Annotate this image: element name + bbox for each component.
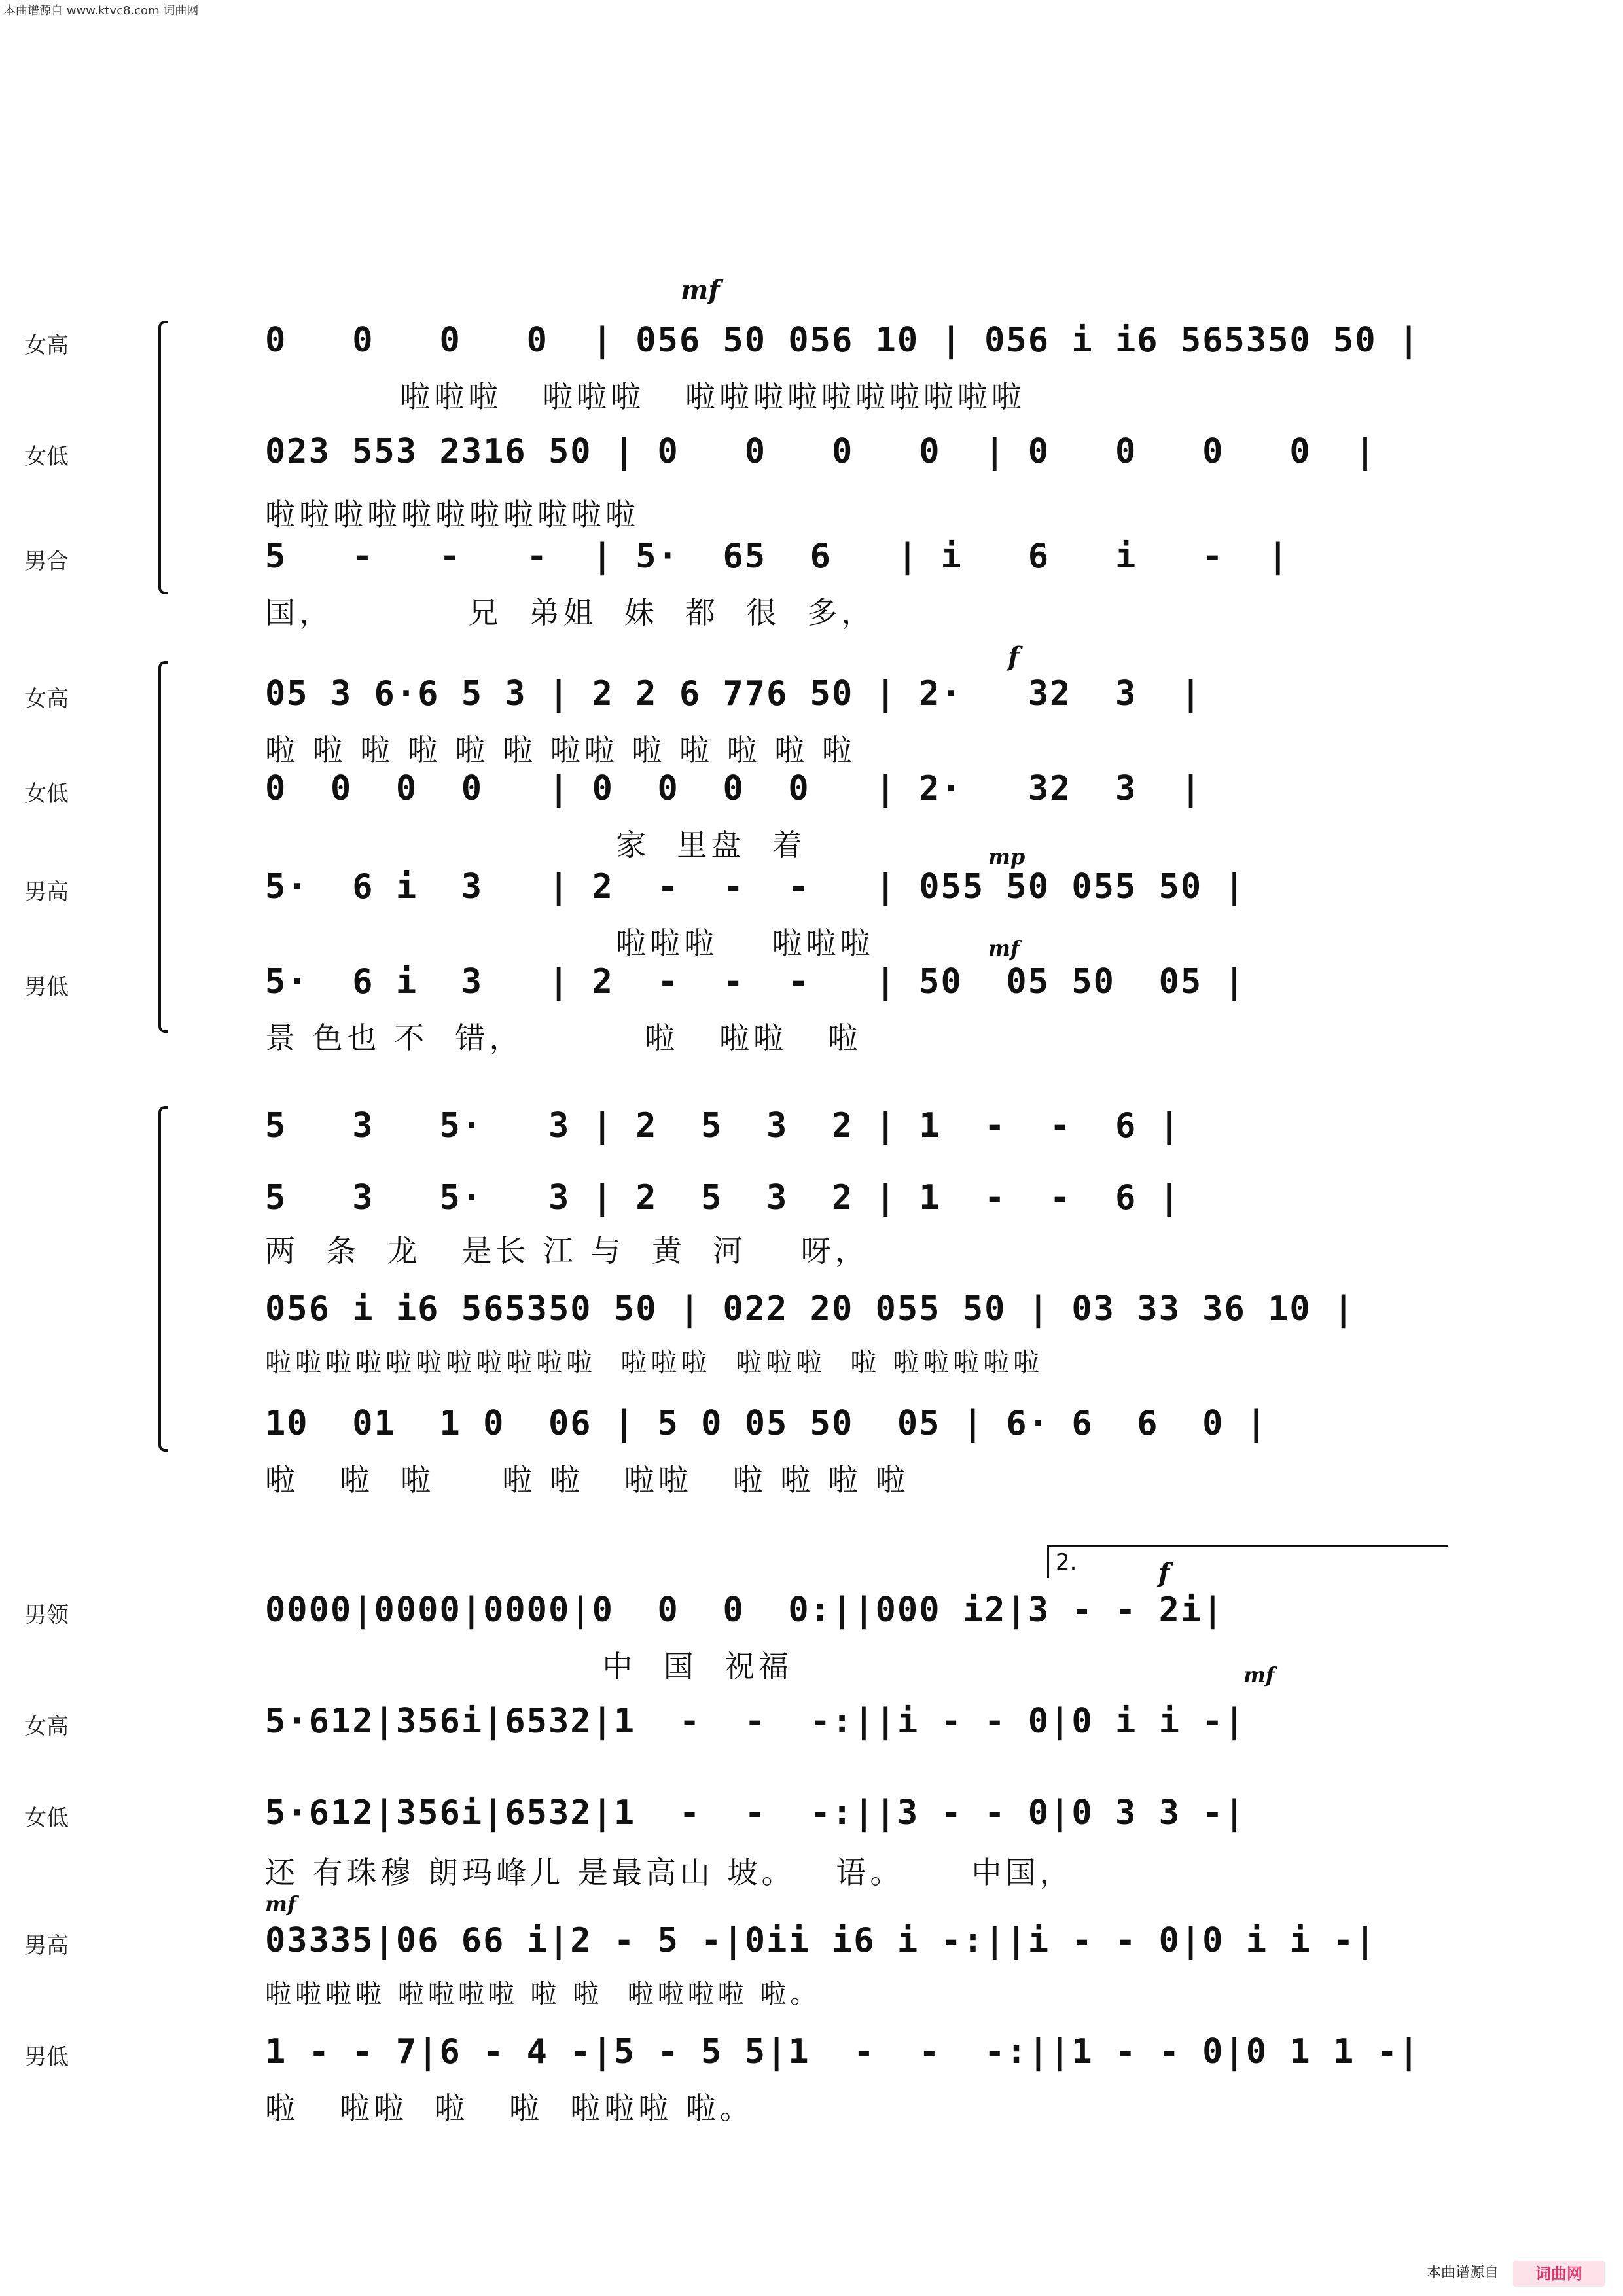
- lyric-line: 啦 啦啦 啦 啦 啦啦啦 啦。: [265, 2090, 754, 2126]
- lyric-line: 啦啦啦啦啦啦啦啦啦啦啦 啦啦啦 啦啦啦 啦 啦啦啦啦啦: [265, 1348, 1044, 1378]
- notation-line: 10 01 1 0 06 | 5 0 05 50 05 | 6· 6 6 0 |: [265, 1404, 1268, 1443]
- system-brace: [158, 661, 168, 1033]
- lyric-line: 啦啦啦啦 啦啦啦啦 啦 啦 啦啦啦啦 啦。: [265, 1979, 821, 2009]
- notation-line: 5· 6 i 3 | 2 - - - | 50 05 50 05 |: [265, 962, 1246, 1001]
- lyric-line: 还 有珠穆 朗玛峰儿 是最高山 坡。 语。 中国，: [265, 1855, 1074, 1890]
- lyric-line: 中 国 祝福: [265, 1649, 793, 1684]
- notation-line: 05 3 6·6 5 3 | 2 2 6 776 50 | 2· 32 3 |: [265, 674, 1203, 713]
- system-3: [170, 1106, 1453, 1498]
- voice-label: 男低: [24, 975, 69, 999]
- notation-line: 5 - - - | 5· 65 6 | i 6 i - |: [265, 537, 1290, 576]
- notation-line: 5·612|356i|6532|1 - - -:||i - - 0|0 i i -|: [265, 1702, 1246, 1741]
- notation-line: 5 3 5· 3 | 2 5 3 2 | 1 - - 6 |: [265, 1106, 1181, 1145]
- volta-bracket: 2.: [1047, 1545, 1448, 1578]
- dynamic-mark: mp: [988, 844, 1026, 869]
- lyric-line: 家 里盘 着: [265, 827, 806, 863]
- lyric-line: 啦啦啦啦啦啦啦啦啦啦啦: [265, 497, 639, 532]
- notation-line: 5· 6 i 3 | 2 - - - | 055 50 055 50 |: [265, 867, 1246, 906]
- lyric-line: 啦啦啦 啦啦啦: [265, 925, 874, 961]
- voice-label: 女低: [24, 781, 69, 806]
- site-logo[interactable]: 词曲网: [1513, 2261, 1605, 2287]
- notation-line: 5 3 5· 3 | 2 5 3 2 | 1 - - 6 |: [265, 1178, 1181, 1217]
- dynamic-mark: mf: [1243, 1662, 1275, 1687]
- lyric-line: 国， 兄 弟姐 妹 都 很 多，: [265, 595, 876, 630]
- lyric-line: 啦 啦 啦 啦 啦 啦啦 啦 啦 啦 啦: [265, 1462, 910, 1498]
- voice-label: 女高: [24, 1714, 69, 1739]
- dynamic-mark: f: [1008, 641, 1020, 672]
- dynamic-mark: mf: [988, 936, 1020, 961]
- dynamic-mark: mf: [681, 275, 720, 306]
- notation-line: 023 553 2316 50 | 0 0 0 0 | 0 0 0 0 |: [265, 432, 1377, 471]
- voice-label: 男合: [24, 549, 69, 574]
- voice-label: 男高: [24, 1933, 69, 1958]
- voice-label: 女高: [24, 687, 69, 711]
- system-brace: [158, 1106, 168, 1452]
- dynamic-mark: f: [1158, 1558, 1170, 1588]
- notation-line: 03335|06 66 i|2 - 5 -|0ii i6 i -:||i - - 0|0 i i -|: [265, 1921, 1377, 1960]
- lyric-line: 啦 啦 啦 啦 啦 啦 啦啦 啦 啦 啦 啦 啦: [265, 732, 856, 768]
- system-2: [24, 641, 1453, 1067]
- header-source: 本曲谱源自 www.ktvc8.com 词曲网: [4, 4, 199, 18]
- voice-label: 女低: [24, 444, 69, 469]
- notation-line: 0000|0000|0000|0 0 0 0:||000 i2|3 - - 2i|: [265, 1590, 1224, 1630]
- system-4: [24, 1545, 1453, 2134]
- voice-label: 男低: [24, 2045, 69, 2070]
- system-brace: [158, 321, 168, 594]
- system-1: [24, 275, 1453, 641]
- notation-line: 0 0 0 0 | 056 50 056 10 | 056 i i6 565350 50 |: [265, 321, 1421, 360]
- voice-label: 女低: [24, 1806, 69, 1831]
- lyric-line: 啦啦啦 啦啦啦 啦啦啦啦啦啦啦啦啦啦: [265, 379, 1026, 414]
- lyric-line: 两 条 龙 是长 江 与 黄 河 呀，: [265, 1233, 869, 1268]
- footer-source: 本曲谱源自: [1426, 2265, 1499, 2281]
- notation-line: 0 0 0 0 | 0 0 0 0 | 2· 32 3 |: [265, 769, 1203, 808]
- voice-label: 男高: [24, 880, 69, 905]
- notation-line: 1 - - 7|6 - 4 -|5 - 5 5|1 - - -:||1 - - 0|0 1 1 -|: [265, 2032, 1421, 2072]
- notation-line: 056 i i6 565350 50 | 022 20 055 50 | 03 33 36 10 |: [265, 1289, 1355, 1329]
- dynamic-mark: mf: [265, 1892, 296, 1916]
- notation-line: 5·612|356i|6532|1 - - -:||3 - - 0|0 3 3 -|: [265, 1793, 1246, 1833]
- lyric-line: 景 色也 不 错， 啦 啦啦 啦: [265, 1020, 862, 1056]
- voice-label: 男领: [24, 1603, 69, 1628]
- voice-label: 女高: [24, 333, 69, 358]
